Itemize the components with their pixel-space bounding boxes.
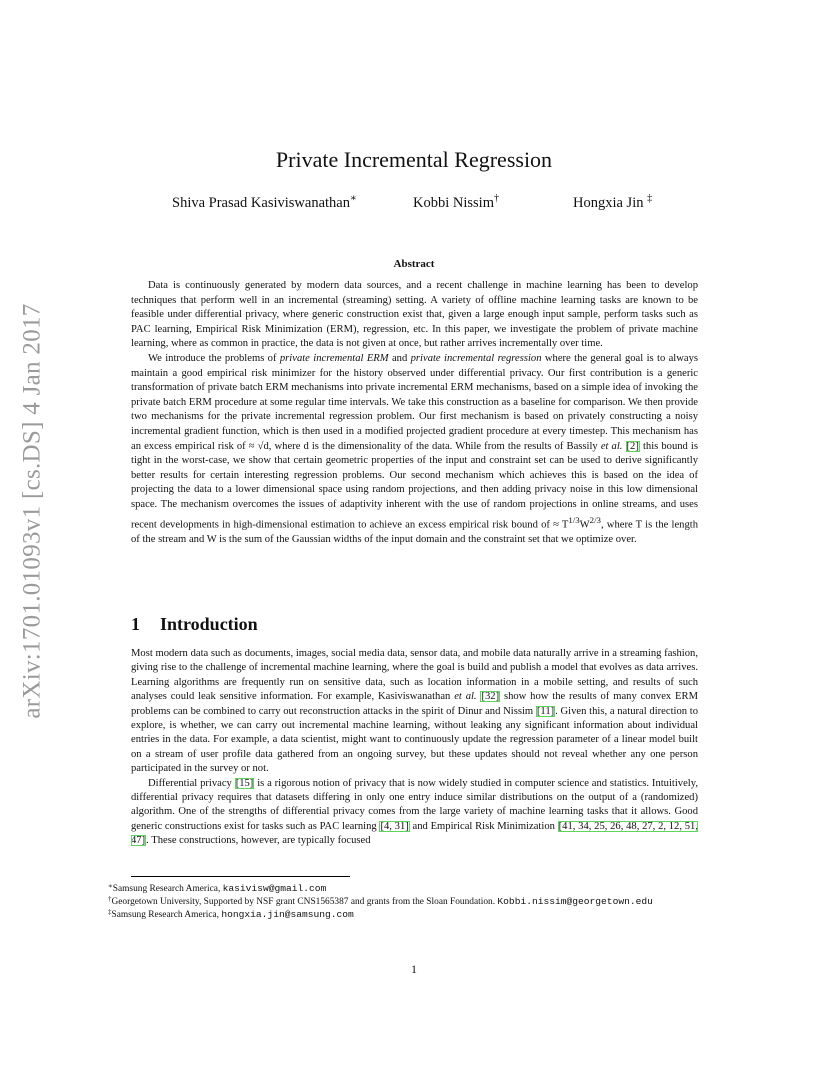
arxiv-stamp-text: arXiv:1701.01093v1 [cs.DS] 4 Jan 2017 (19, 303, 47, 719)
email-link[interactable]: hongxia.jin@samsung.com (221, 909, 354, 920)
author-1: Shiva Prasad Kasiviswanathan∗ (172, 193, 357, 211)
citation-link[interactable]: [15] (235, 777, 254, 789)
citation-link[interactable]: [41, 34, 25, 26, 48, 27, 2, 12, 51, 47] (131, 820, 698, 847)
author-3: Hongxia Jin ‡ (573, 193, 653, 211)
footnote-1: ∗Samsung Research America, kasivisw@gmail.com (108, 882, 327, 894)
citation-link[interactable]: [32] (481, 691, 500, 703)
footnote-3: ‡Samsung Research America, hongxia.jin@samsung.com (108, 908, 354, 920)
intro-paragraph-2: Differential privacy [15] is a rigorous notion of privacy that is now widely studied in computer science and statistics. Intuitively, differential privacy requires that datasets differing in only one entry induce similar distributions on the output of a (randomized) algorithm. One of the strengths of differential privacy comes from the large variety of machine learning tasks that it allows. Good generic constructions exist for tasks such as PAC learning [4, 31] and Empirical Risk Minimization [41, 34, 25, 26, 48, 27, 2, 12, 51, 47]. These constructions, however, are typically focused (131, 777, 699, 847)
citation-link[interactable]: [11] (536, 705, 555, 717)
introduction-body (131, 647, 698, 849)
author-2: Kobbi Nissim† (413, 193, 500, 211)
abstract-body (131, 279, 698, 547)
arxiv-stamp (18, 266, 48, 756)
page-number: 1 (411, 962, 417, 976)
email-link[interactable]: Kobbi.nissim@georgetown.edu (497, 896, 653, 907)
abstract-heading: Abstract (393, 258, 435, 270)
section-heading-introduction: 1 Introduction (131, 614, 258, 634)
abstract-paragraph-2: We introduce the problems of private incremental ERM and private incremental regression where the general goal is to always maintain a good empirical risk minimizer for the history observed under differential privacy. Our first contribution is a generic transformation of private batch ERM mechanisms into private incremental ERM mechanisms, based on a simple idea of invoking the private batch ERM procedure at some regular time intervals. We take this construction as a baseline for comparison. We then provide two mechanisms for the private incremental regression problem. Our first mechanism is based on privately constructing a noisy incremental gradient function, which is then used in a modified projected gradient procedure at every timestep. This mechanism has an excess empirical risk of ≈ √d, where d is the dimensionality of the data. While from the results of Bassily et al. [2] this bound is tight in the worst-case, we show that certain geometric properties of the input and constraint set can be used to derive significantly better results for certain interesting regression problems. Our second mechanism which achieves this is based on the idea of projecting the data to a lower dimensional space using random projections, and then adding privacy noise in this low dimensional space. The mechanism overcomes the issues of adaptivity inherent with the use of random projections in online streams, and uses recent developments in high-dimensional estimation to achieve an excess empirical risk bound of ≈ $T^{1/3}W^{2/3}$, where T is the length of the stream and W is the sum of the Gaussian widths of the input domain and the constraint set that we optimize over. (131, 352, 699, 545)
footnote-2: †Georgetown University, Supported by NSF grant CNS1565387 and grants from the Sloan Foundation. Kobbi.nissim@georgetown.edu (108, 895, 653, 907)
citation-link[interactable]: [2] (626, 440, 639, 452)
email-link[interactable]: kasivisw@gmail.com (222, 883, 327, 894)
paper-title: Private Incremental Regression (275, 147, 553, 172)
footnote-rule (131, 876, 350, 877)
citation-link[interactable]: [4, 31] (380, 820, 409, 832)
abstract-paragraph-1: Data is continuously generated by modern data sources, and a recent challenge in machine learning has been to develop techniques that perform well in an incremental (streaming) setting. A variety of offline machine learning tasks are known to be feasible under differential privacy, where generic construction exist that, given a large enough input sample, perform tasks such as PAC learning, Empirical Risk Minimization (ERM), regression, etc. In this paper, we investigate the problem of private machine learning, where as common in practice, the data is not given at once, but rather arrives incrementally over time. (131, 280, 698, 350)
intro-paragraph-1: Most modern data such as documents, images, social media data, sensor data, and mobile data naturally arrive in a streaming fashion, giving rise to the challenge of incremental machine learning, where the goal is build and publish a model that evolves as data arrives. Learning algorithms are frequently run on sensitive data, such as location information in a mobile setting, and results of such analyses could leak sensitive information. For example, Kasiviswanathan et al. [32] show how the results of many convex ERM problems can be combined to carry out reconstruction attacks in the spirit of Dinur and Nissim [11]. Given this, a natural direction to explore, is whether, we can carry out incremental machine learning, without leaking any significant information about individual entries in the data. For example, a data scientist, might want to continuously update the regression parameter of a linear model built on a stream of user profile data gathered from an ongoing survey, but these updates should not reveal whether any one person participated in the survey or not. (131, 648, 699, 775)
